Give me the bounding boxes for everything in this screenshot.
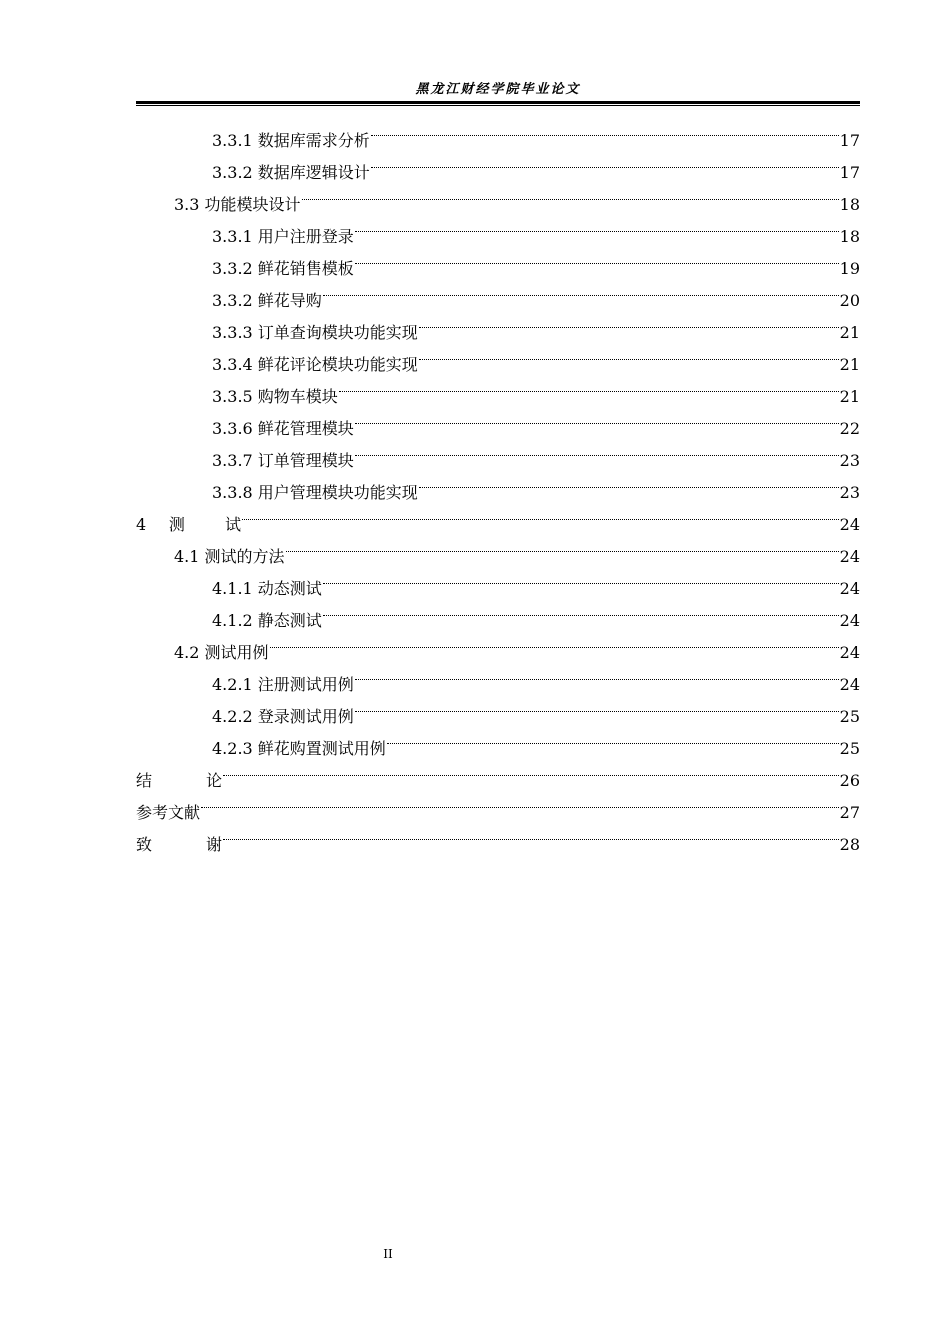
toc-entry-title: 4.2 测试用例	[174, 643, 269, 662]
toc-entry-title: 3.3 功能模块设计	[174, 195, 301, 214]
toc-entry-page: 24	[839, 547, 860, 566]
toc-entry-page: 25	[839, 707, 860, 726]
toc-entry-page: 18	[839, 227, 860, 246]
toc-entry-page: 24	[839, 579, 860, 598]
toc-entry-page: 26	[839, 771, 860, 790]
toc-entry-page: 21	[839, 323, 860, 342]
toc-entry[interactable]	[136, 530, 860, 566]
toc-dot-leader	[371, 146, 839, 178]
toc-entry-page: 23	[839, 483, 860, 502]
table-of-contents	[136, 114, 860, 854]
toc-entry-title: 3.3.2 鲜花导购	[212, 291, 322, 310]
toc-entry-page: 27	[839, 803, 860, 822]
header-rule-thick	[136, 101, 860, 104]
toc-entry-title: 4.2.2 登录测试用例	[212, 707, 354, 726]
toc-dot-leader	[286, 530, 839, 562]
toc-entry-title: 3.3.6 鲜花管理模块	[212, 419, 354, 438]
toc-entry-title: 3.3.5 购物车模块	[212, 387, 338, 406]
toc-entry-page: 24	[839, 675, 860, 694]
toc-entry-page: 22	[839, 419, 860, 438]
toc-entry-title: 4.2.3 鲜花购置测试用例	[212, 739, 386, 758]
toc-entry-page: 24	[839, 643, 860, 662]
toc-dot-leader	[323, 274, 839, 306]
toc-dot-leader	[302, 178, 839, 210]
toc-dot-leader	[419, 306, 839, 338]
toc-entry-title: 参考文献	[136, 803, 201, 822]
toc-entry-title: 3.3.4 鲜花评论模块功能实现	[212, 355, 418, 374]
toc-dot-leader	[355, 210, 839, 242]
toc-entry[interactable]	[136, 498, 860, 534]
toc-dot-leader	[270, 626, 839, 658]
toc-entry[interactable]	[136, 818, 860, 854]
toc-entry-title: 3.3.2 鲜花销售模板	[212, 259, 354, 278]
toc-entry-page: 23	[839, 451, 860, 470]
toc-entry-page: 21	[839, 387, 860, 406]
toc-dot-leader	[201, 786, 839, 818]
toc-dot-leader	[339, 370, 839, 402]
toc-entry-title: 3.3.7 订单管理模块	[212, 451, 354, 470]
toc-entry-page: 24	[839, 611, 860, 630]
toc-dot-leader	[323, 594, 839, 626]
toc-dot-leader	[371, 114, 839, 146]
toc-entry-page: 18	[839, 195, 860, 214]
toc-dot-leader	[355, 658, 839, 690]
page-header: 黑龙江财经学院毕业论文	[415, 82, 581, 97]
toc-entry-title: 3.3.1 数据库需求分析	[212, 131, 370, 150]
toc-entry-title: 3.3.1 用户注册登录	[212, 227, 354, 246]
toc-entry-title: 3.3.2 数据库逻辑设计	[212, 163, 370, 182]
toc-entry-title: 4 测 试	[136, 515, 241, 534]
toc-entry-title: 致 谢	[136, 835, 222, 854]
toc-entry-title: 4.2.1 注册测试用例	[212, 675, 354, 694]
toc-entry-page: 28	[839, 835, 860, 854]
toc-dot-leader	[242, 498, 839, 530]
toc-entry-page: 24	[839, 515, 860, 534]
toc-entry[interactable]	[136, 786, 860, 822]
toc-entry-title: 3.3.8 用户管理模块功能实现	[212, 483, 418, 502]
toc-entry[interactable]	[136, 754, 860, 790]
toc-dot-leader	[355, 402, 839, 434]
header-rule-thin	[136, 105, 860, 106]
toc-entry-page: 25	[839, 739, 860, 758]
toc-entry-page: 19	[839, 259, 860, 278]
toc-dot-leader	[419, 338, 839, 370]
toc-entry-title: 4.1.1 动态测试	[212, 579, 322, 598]
toc-dot-leader	[387, 722, 839, 754]
toc-dot-leader	[355, 242, 839, 274]
toc-entry-title: 3.3.3 订单查询模块功能实现	[212, 323, 418, 342]
toc-entry-page: 17	[839, 131, 860, 150]
toc-dot-leader	[355, 434, 839, 466]
page-number: II	[383, 1247, 393, 1261]
toc-dot-leader	[355, 690, 839, 722]
toc-entry-title: 结 论	[136, 771, 222, 790]
toc-entry-page: 17	[839, 163, 860, 182]
toc-entry-title: 4.1 测试的方法	[174, 547, 285, 566]
toc-entry-title: 4.1.2 静态测试	[212, 611, 322, 630]
toc-entry[interactable]	[136, 114, 860, 150]
toc-entry-page: 21	[839, 355, 860, 374]
toc-entry-page: 20	[839, 291, 860, 310]
toc-dot-leader	[223, 754, 839, 786]
toc-dot-leader	[323, 562, 839, 594]
toc-dot-leader	[419, 466, 839, 498]
toc-dot-leader	[223, 818, 839, 850]
